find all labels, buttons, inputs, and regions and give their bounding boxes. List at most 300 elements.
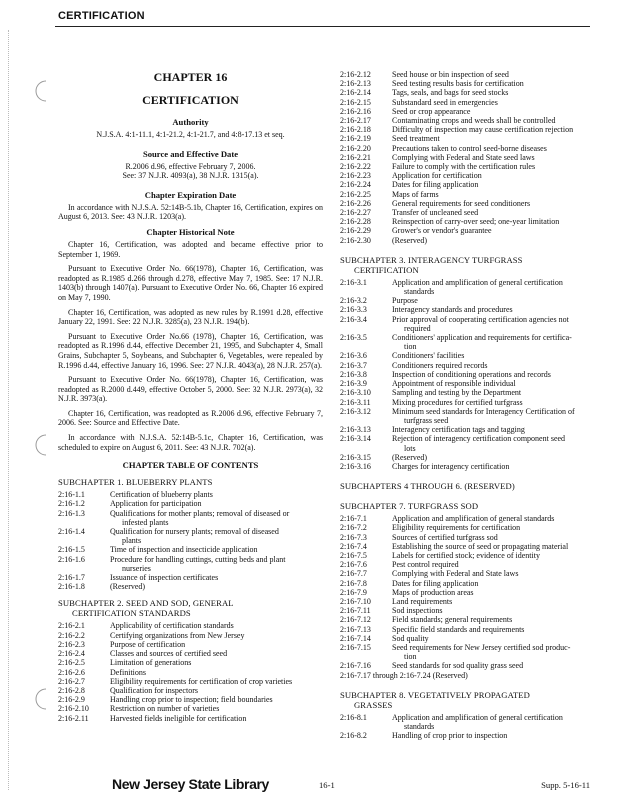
section-title-line: Complying with Federal and State seed laws — [392, 152, 535, 162]
toc-entry — [340, 370, 596, 379]
toc-entry — [58, 704, 323, 713]
section-title-line: Seed or crop appearance — [392, 106, 471, 116]
source-heading: Source and Effective Date — [142, 148, 239, 159]
section-number: 2:16-7.3 — [340, 532, 367, 542]
section-title — [392, 434, 596, 452]
section-number: 2:16-2.30 — [340, 235, 371, 245]
section-title-line: Classes and sources of certified seed — [110, 649, 228, 659]
section-number: 2:16-2.2 — [58, 630, 85, 640]
section-number: 2:16-7.10 — [340, 596, 371, 606]
section-title-line: Time of inspection and insecticide application — [110, 545, 258, 555]
section-title-line: Certifying organizations from New Jersey — [110, 630, 245, 640]
toc-entry — [340, 453, 596, 462]
section-number: 2:16-7.16 — [340, 661, 371, 671]
toc-entry — [340, 407, 596, 425]
section-number: 2:16-2.22 — [340, 162, 371, 172]
section-number: 2:16-3.3 — [340, 305, 367, 315]
toc-entry — [340, 533, 596, 542]
section-number: 2:16-3.1 — [340, 277, 367, 287]
toc-entry — [340, 208, 596, 217]
toc-entry — [340, 398, 596, 407]
section-title — [392, 560, 596, 569]
section-title — [110, 527, 323, 545]
toc-entry — [340, 606, 596, 615]
toc-entry — [340, 144, 596, 153]
left-column — [58, 70, 323, 723]
section-number: 2:16-2.23 — [340, 171, 371, 181]
section-title-line: Field standards; general requirements — [392, 615, 513, 625]
section-title — [392, 296, 596, 305]
section-number: 2:16-7.4 — [340, 541, 367, 551]
section-title-line: (Reserved) — [392, 235, 428, 245]
subchapter-8-title — [340, 690, 596, 710]
toc-entry — [340, 171, 596, 180]
section-title-line: Prior approval of cooperating certification agencies not — [392, 314, 569, 324]
subchapter-title-line: SUBCHAPTER 2. SEED AND SOD, GENERAL — [58, 598, 234, 609]
toc-entry — [58, 490, 323, 499]
toc-entry — [58, 640, 323, 649]
toc-entry — [58, 582, 323, 591]
section-number: 2:16-2.10 — [58, 704, 89, 714]
section-title — [392, 79, 596, 88]
section-title-line: Complying with Federal and State laws — [392, 569, 519, 579]
toc-entry — [340, 551, 596, 560]
page-number: 16-1 — [319, 780, 335, 790]
section-title-line: lots — [404, 443, 416, 453]
section-number: 2:16-2.17 — [340, 116, 371, 126]
section-title-line: Conditioners required records — [392, 360, 488, 370]
section-title-line: Substandard seed in emergencies — [392, 97, 498, 107]
toc-entry — [58, 677, 323, 686]
section-number: 2:16-1.3 — [58, 508, 85, 518]
section-number: 2:16-3.4 — [340, 314, 367, 324]
section-title — [392, 523, 596, 532]
subchapter-title-line: SUBCHAPTER 3. INTERAGENCY TURFGRASS — [340, 254, 523, 265]
expiration-heading: Chapter Expiration Date — [144, 189, 237, 200]
toc-entry — [340, 79, 596, 88]
section-title-line: Issuance of inspection certificates — [110, 573, 219, 583]
toc-entry — [58, 714, 323, 723]
subchapter-1-list — [58, 490, 323, 591]
section-title — [392, 162, 596, 171]
section-title-line: Eligibility requirements for certification — [392, 523, 521, 533]
section-title — [110, 640, 323, 649]
section-title — [392, 153, 596, 162]
section-title-line: Seed testing results basis for certification — [392, 79, 524, 89]
supplement-date: Supp. 5-16-11 — [541, 780, 590, 790]
history-paragraph: Chapter 16, Certification, was adopted and became effective prior to September 1, 1969. — [58, 239, 323, 259]
section-title-line: Handling of crop prior to inspection — [392, 731, 508, 741]
section-title — [392, 315, 596, 333]
section-title-line: standards — [404, 287, 435, 297]
section-number: 2:16-2.25 — [340, 189, 371, 199]
punch-hole-icon — [30, 432, 50, 458]
section-number: 2:16-3.9 — [340, 379, 367, 389]
subchapter-title-line: CERTIFICATION STANDARDS — [72, 608, 191, 619]
section-number: 2:16-2.3 — [58, 639, 85, 649]
section-title-line: Grower's or vendor's guarantee — [392, 226, 492, 236]
history-paragraph: Chapter 16, Certification, was readopted as R.2006 d.96, effective February 7, 2006. See: Source and Effective Date. — [58, 408, 323, 428]
section-title — [110, 649, 323, 658]
chapter-title: CERTIFICATION — [142, 93, 239, 107]
section-title-line: Pest control required — [392, 560, 459, 570]
section-number: 2:16-2.21 — [340, 152, 371, 162]
section-number: 2:16-7.12 — [340, 615, 371, 625]
toc-entry — [58, 545, 323, 554]
right-column — [340, 70, 596, 740]
subchapter-2-list-continued — [340, 70, 596, 245]
section-title-line: plants — [122, 536, 142, 546]
section-title-line: Qualification for nursery plants; removal of diseased — [110, 527, 279, 537]
toc-range-entry: 2:16-7.17 through 2:16-7.24 (Reserved) — [340, 670, 468, 680]
section-number: 2:16-2.9 — [58, 695, 85, 705]
section-title-line: Sod quality — [392, 633, 429, 643]
section-title — [110, 582, 323, 591]
toc-entry — [340, 180, 596, 189]
section-title — [392, 625, 596, 634]
section-title — [110, 704, 323, 713]
section-number: 2:16-7.13 — [340, 624, 371, 634]
section-title-line: Rejection of interagency certification component seed — [392, 434, 566, 444]
section-title-line: required — [404, 323, 431, 333]
section-number: 2:16-1.4 — [58, 527, 85, 537]
section-title — [392, 615, 596, 624]
toc-entry — [340, 134, 596, 143]
section-title — [392, 116, 596, 125]
section-number: 2:16-1.8 — [58, 582, 85, 592]
subchapter-7-list — [340, 514, 596, 670]
subchapter-2-title — [58, 598, 323, 618]
toc-entry — [340, 379, 596, 388]
toc-entry — [340, 569, 596, 578]
source-line: See: 37 N.J.R. 4093(a), 38 N.J.R. 1315(a). — [122, 171, 259, 181]
toc-entry — [340, 98, 596, 107]
toc-entry — [340, 634, 596, 643]
section-title — [110, 677, 323, 686]
toc-entry — [340, 199, 596, 208]
section-number: 2:16-3.11 — [340, 397, 371, 407]
punch-hole-icon — [30, 686, 50, 712]
toc-entry — [340, 315, 596, 333]
toc-entry — [340, 560, 596, 569]
toc-entry — [58, 658, 323, 667]
section-title-line: infested plants — [122, 517, 169, 527]
section-title-line: Interagency standards and procedures — [392, 305, 513, 315]
section-title-line: Handling crop prior to inspection; field boundaries — [110, 695, 273, 705]
toc-entry — [340, 425, 596, 434]
section-title — [392, 370, 596, 379]
subchapter-2-list — [58, 621, 323, 722]
toc-entry — [58, 649, 323, 658]
section-title-line: Land requirements — [392, 596, 453, 606]
history-paragraph: Chapter 16, Certification, was adopted as new rules by R.1991 d.28, effective January 22, 1991. See: 22 N.J.R. 3285(a), 23 N.J.R. 194(b). — [58, 307, 323, 327]
section-title-line: (Reserved) — [110, 582, 146, 592]
toc-entry — [58, 499, 323, 508]
expiration-text: In accordance with N.J.S.A. 52:14B-5.1b, Chapter 16, Certification, expires on August 6, 2013. See: 43 N.J.R. 1203(a). — [58, 202, 323, 222]
section-title-line: Sampling and testing by the Department — [392, 388, 522, 398]
section-title-line: Specific field standards and requirements — [392, 624, 525, 634]
section-title — [392, 661, 596, 670]
section-title — [392, 407, 596, 425]
section-title — [392, 305, 596, 314]
section-title-line: Labels for certified stock; evidence of identity — [392, 550, 540, 560]
section-number: 2:16-1.2 — [58, 499, 85, 509]
section-title-line: Qualifications for mother plants; removal of diseased or — [110, 508, 290, 518]
subchapter-3-list — [340, 278, 596, 471]
section-title-line: nurseries — [122, 563, 151, 573]
section-title-line: Interagency certification tags and tagging — [392, 425, 525, 435]
toc-entry — [58, 668, 323, 677]
toc-entry — [340, 217, 596, 226]
section-number: 2:16-3.10 — [340, 388, 371, 398]
section-title — [392, 333, 596, 351]
section-title-line: tion — [404, 652, 417, 662]
section-title-line: Sod inspections — [392, 606, 443, 616]
subchapter-title-line: CERTIFICATION — [354, 264, 419, 275]
history-heading: Chapter Historical Note — [146, 226, 235, 237]
toc-entry — [340, 236, 596, 245]
toc-entry — [58, 686, 323, 695]
section-title-line: Maps of production areas — [392, 587, 474, 597]
section-title — [392, 542, 596, 551]
section-number: 2:16-2.19 — [340, 134, 371, 144]
toc-entry — [340, 731, 596, 740]
toc-entry — [340, 462, 596, 471]
running-head: CERTIFICATION — [58, 10, 145, 22]
section-number: 2:16-7.9 — [340, 587, 367, 597]
toc-entry — [58, 631, 323, 640]
scan-margin-line — [8, 30, 9, 790]
section-title — [392, 462, 596, 471]
section-title — [392, 361, 596, 370]
toc-entry — [340, 597, 596, 606]
section-title — [392, 643, 596, 661]
section-title-line: turfgrass seed — [404, 415, 449, 425]
section-number: 2:16-2.24 — [340, 180, 371, 190]
section-title-line: Conditioners' application and requirements for certifica- — [392, 333, 572, 343]
section-title — [392, 144, 596, 153]
subchapter-7-title: SUBCHAPTER 7. TURFGRASS SOD — [340, 501, 479, 512]
section-title — [110, 695, 323, 704]
section-number: 2:16-1.6 — [58, 554, 85, 564]
toc-entry — [340, 434, 596, 452]
toc-entry — [58, 509, 323, 527]
section-title-line: Restriction on number of varieties — [110, 704, 220, 714]
section-number: 2:16-7.1 — [340, 514, 367, 524]
subchapter-8-list — [340, 713, 596, 741]
punch-hole-icon — [30, 78, 50, 104]
history-paragraph: Pursuant to Executive Order No. 66(1978), Chapter 16, Certification, was readopted as R.2000 d.449, effective October 5, 2000. See: 32 N.J.R. 2973(a), 32 N.J.R. 3973(a). — [58, 375, 323, 404]
section-title-line: Tags, seals, and bags for seed stocks — [392, 88, 509, 98]
section-title — [392, 98, 596, 107]
toc-entry — [340, 643, 596, 661]
section-title-line: Seed house or bin inspection of seed — [392, 70, 509, 79]
section-title — [110, 499, 323, 508]
section-number: 2:16-1.7 — [58, 573, 85, 583]
section-title-line: Seed requirements for New Jersey certified sod produc- — [392, 642, 571, 652]
section-title-line: Appointment of responsible individual — [392, 379, 516, 389]
section-title — [392, 190, 596, 199]
section-title — [110, 621, 323, 630]
toc-entry — [340, 190, 596, 199]
section-number: 2:16-7.6 — [340, 560, 367, 570]
section-title — [392, 398, 596, 407]
section-title — [392, 278, 596, 296]
section-number: 2:16-2.7 — [58, 676, 85, 686]
section-number: 2:16-2.5 — [58, 658, 85, 668]
section-number: 2:16-8.2 — [340, 731, 367, 741]
section-title — [110, 714, 323, 723]
section-title — [392, 180, 596, 189]
section-title-line: Procedure for handling cuttings, cutting beds and plant — [110, 554, 286, 564]
section-title — [392, 88, 596, 97]
section-title — [392, 514, 596, 523]
section-title — [392, 236, 596, 245]
section-number: 2:16-7.11 — [340, 606, 371, 616]
toc-entry — [340, 296, 596, 305]
section-title-line: Limitation of generations — [110, 658, 192, 668]
section-title-line: Difficulty of inspection may cause certification rejection — [392, 125, 574, 135]
section-number: 2:16-7.8 — [340, 578, 367, 588]
section-number: 2:16-3.12 — [340, 406, 371, 416]
section-number: 2:16-2.27 — [340, 208, 371, 218]
section-number: 2:16-2.4 — [58, 649, 85, 659]
toc-entry — [340, 305, 596, 314]
section-title-line: Seed treatment — [392, 134, 440, 144]
section-number: 2:16-3.14 — [340, 434, 371, 444]
section-title — [110, 658, 323, 667]
section-title — [392, 713, 596, 731]
section-title-line: Maps of farms — [392, 189, 439, 199]
section-title — [392, 533, 596, 542]
toc-entry — [340, 70, 596, 79]
section-number: 2:16-2.16 — [340, 106, 371, 116]
history-paragraph: Pursuant to Executive Order No. 66(1978), Chapter 16, Certification, was readopted as R.1985 d.266 through d.278, effective May 7, 1985. See: 17 N.J.R. 1403(b) through 1407(a). Pursuant to Executive Order No. 66, Chapter 16 expired on May 7, 1990. — [58, 264, 323, 302]
section-title — [110, 545, 323, 554]
section-title-line: Purpose — [392, 296, 418, 306]
section-title — [392, 70, 596, 79]
section-title-line: Failure to comply with the certification rules — [392, 162, 536, 172]
authority-text: N.J.S.A. 4:1-11.1, 4:1-21.2, 4:1-21.7, and 4:8-17.13 et seq. — [96, 130, 285, 139]
section-title-line: Sources of certified turfgrass sod — [392, 532, 498, 542]
section-number: 2:16-2.13 — [340, 79, 371, 89]
section-title-line: Precautions taken to control seed-borne diseases — [392, 143, 547, 153]
section-number: 2:16-7.15 — [340, 642, 371, 652]
section-title — [110, 668, 323, 677]
toc-entry — [340, 107, 596, 116]
toc-entry — [340, 361, 596, 370]
section-number: 2:16-3.5 — [340, 333, 367, 343]
toc-entry — [340, 351, 596, 360]
authority-heading: Authority — [172, 117, 209, 127]
section-number: 2:16-3.15 — [340, 452, 371, 462]
section-title-line: tion — [404, 342, 417, 352]
toc-entry — [340, 523, 596, 532]
chapter-number: CHAPTER 16 — [153, 70, 228, 84]
toc-entry — [58, 527, 323, 545]
section-number: 2:16-2.20 — [340, 143, 371, 153]
library-stamp: New Jersey State Library — [112, 776, 269, 792]
section-number: 2:16-3.8 — [340, 369, 367, 379]
section-title — [392, 606, 596, 615]
toc-entry — [340, 153, 596, 162]
section-number: 2:16-2.14 — [340, 88, 371, 98]
toc-entry — [58, 695, 323, 704]
section-title-line: Contaminating crops and weeds shall be controlled — [392, 116, 556, 126]
section-title — [392, 171, 596, 180]
toc-entry — [340, 713, 596, 731]
section-number: 2:16-2.29 — [340, 226, 371, 236]
toc-entry — [58, 573, 323, 582]
section-title-line: Seed standards for sod quality grass seed — [392, 661, 524, 671]
toc-entry — [340, 514, 596, 523]
section-title-line: Charges for interagency certification — [392, 461, 510, 471]
subchapter-1-title: SUBCHAPTER 1. BLUEBERRY PLANTS — [58, 477, 213, 488]
section-title — [110, 631, 323, 640]
history-paragraph: Pursuant to Executive Order No.66 (1978), Chapter 16, Certification, was readopted as R.1996 d.44, effective December 21, 1995, and Subchapter 4, Small Grains, Subchapter 5, Soybeans, and Subchapter 6, Vegetables, were repealed by R.1996 d.44, effective January 16, 1996. See: 27 N.J.R. 4043(a), 28 N.J.R. 257(a). — [58, 331, 323, 370]
section-number: 2:16-2.11 — [58, 713, 89, 723]
section-number: 2:16-2.28 — [340, 217, 371, 227]
section-title — [392, 125, 596, 134]
toc-entry — [340, 88, 596, 97]
section-title-line: Purpose of certification — [110, 639, 186, 649]
section-title — [392, 425, 596, 434]
section-title — [392, 217, 596, 226]
section-title — [392, 579, 596, 588]
section-title — [392, 388, 596, 397]
section-title-line: Transfer of uncleaned seed — [392, 208, 479, 218]
toc-entry — [340, 226, 596, 235]
section-number: 2:16-7.2 — [340, 523, 367, 533]
section-number: 2:16-3.2 — [340, 296, 367, 306]
section-number: 2:16-3.6 — [340, 351, 367, 361]
subchapter-3-title — [340, 255, 596, 275]
header-rule — [55, 26, 590, 27]
section-number: 2:16-7.7 — [340, 569, 367, 579]
history-paragraph: In accordance with N.J.S.A. 52:14B-5.1c, Chapter 16, Certification, was scheduled to expire on August 6, 2011. See: 43 N.J.R. 702(a). — [58, 433, 323, 452]
section-number: 2:16-3.7 — [340, 360, 367, 370]
section-title — [392, 379, 596, 388]
section-title — [392, 731, 596, 740]
toc-entry — [340, 116, 596, 125]
section-title-line: Establishing the source of seed or propagating material — [392, 541, 569, 551]
section-number: 2:16-3.16 — [340, 461, 371, 471]
toc-heading: CHAPTER TABLE OF CONTENTS — [122, 460, 259, 471]
section-title-line: (Reserved) — [392, 452, 428, 462]
section-title — [392, 588, 596, 597]
section-title-line: Conditioners' facilities — [392, 351, 465, 361]
section-number: 2:16-2.26 — [340, 198, 371, 208]
subchapter-4-6-title: SUBCHAPTERS 4 THROUGH 6. (RESERVED) — [340, 481, 515, 492]
section-title — [392, 107, 596, 116]
section-title-line: Harvested fields ineligible for certification — [110, 713, 247, 723]
section-title — [392, 208, 596, 217]
section-title — [392, 597, 596, 606]
section-title-line: Application and amplification of general certification — [392, 277, 563, 287]
toc-entry — [340, 333, 596, 351]
toc-entry — [340, 625, 596, 634]
section-title-line: Dates for filing application — [392, 180, 479, 190]
section-title — [110, 509, 323, 527]
section-title — [110, 490, 323, 499]
toc-entry — [340, 278, 596, 296]
section-number: 2:16-2.1 — [58, 621, 85, 631]
subchapter-title-line: GRASSES — [354, 699, 393, 710]
section-number: 2:16-2.15 — [340, 97, 371, 107]
section-title — [392, 199, 596, 208]
section-title-line: Certification of blueberry plants — [110, 490, 213, 500]
toc-entry — [340, 125, 596, 134]
